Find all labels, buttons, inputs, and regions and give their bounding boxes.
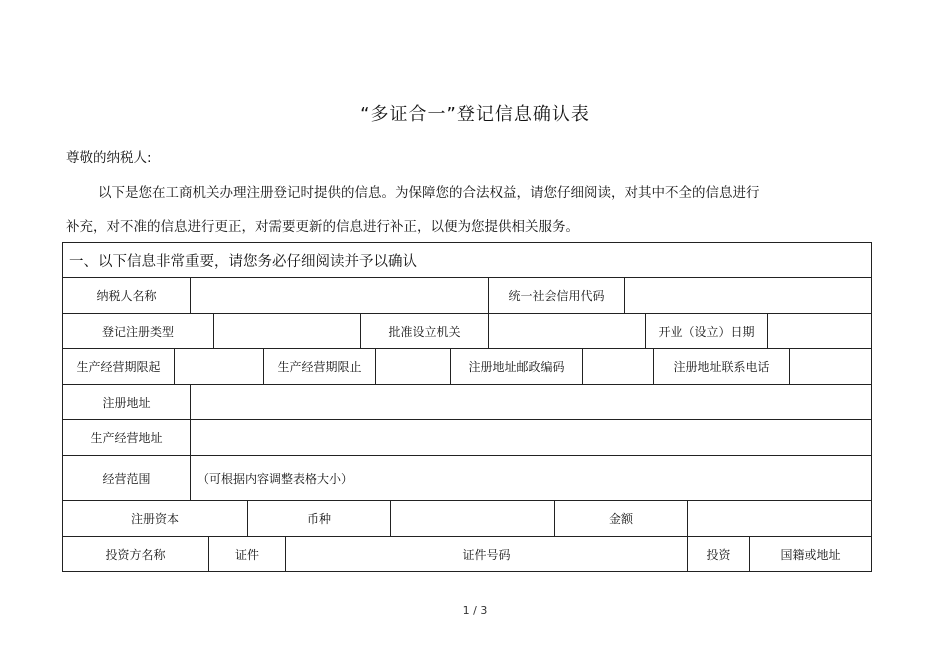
opening-date-field[interactable]: [768, 314, 871, 349]
credit-code-label: 统一社会信用代码: [489, 278, 625, 314]
business-scope-label: 经营范围: [63, 456, 191, 501]
amount-label: 金额: [555, 501, 688, 537]
taxpayer-name-field[interactable]: [191, 278, 489, 314]
postal-code-label: 注册地址邮政编码: [451, 349, 583, 385]
approval-authority-field[interactable]: [489, 314, 646, 349]
nationality-label: 国籍或地址: [780, 547, 841, 562]
confirmation-form-table: [62, 242, 872, 572]
approval-authority-label: 批准设立机关: [361, 314, 489, 349]
postal-code-field[interactable]: [583, 349, 654, 385]
investment-label: 投资: [688, 537, 750, 571]
registered-address-label: 注册地址: [63, 385, 191, 420]
intro-paragraph-line2: 补充，对不准的信息进行更正，对需要更新的信息进行补正，以便为您提供相关服务。: [66, 219, 579, 235]
intro-paragraph-line1: 以下是您在工商机关办理注册登记时提供的信息。为保障您的合法权益，请您仔细阅读，对其中不全的信息进行: [98, 185, 760, 201]
phone-label: 注册地址联系电话: [654, 349, 790, 385]
certificate-number-label: 证件号码: [286, 537, 688, 571]
registration-type-field[interactable]: [214, 314, 361, 349]
business-scope-field[interactable]: （可根据内容调整表格大小）: [191, 456, 871, 501]
business-address-field[interactable]: [191, 420, 871, 456]
investor-name-label: 投资方名称: [63, 537, 209, 571]
business-address-label: 生产经营地址: [63, 420, 191, 456]
page-number: 1 / 3: [462, 604, 488, 617]
period-end-label: 生产经营期限止: [264, 349, 376, 385]
certificate-label: 证件: [209, 537, 286, 571]
registered-capital-label: 注册资本: [63, 501, 248, 537]
currency-label: 币种: [248, 501, 391, 537]
currency-field[interactable]: [391, 501, 555, 537]
opening-date-label: 开业（设立）日期: [646, 314, 768, 349]
section-heading: 一、以下信息非常重要，请您务必仔细阅读并予以确认: [63, 243, 871, 278]
taxpayer-name-label: 纳税人名称: [63, 278, 191, 314]
greeting: 尊敬的纳税人:: [66, 150, 152, 166]
registration-type-label: 登记注册类型: [63, 314, 214, 349]
registered-address-field[interactable]: [191, 385, 871, 420]
credit-code-field[interactable]: [625, 278, 871, 314]
period-start-label: 生产经营期限起: [63, 349, 175, 385]
period-end-field[interactable]: [376, 349, 451, 385]
phone-field[interactable]: [790, 349, 871, 385]
period-start-field[interactable]: [175, 349, 264, 385]
document-title: “多证合一”登记信息确认表: [360, 104, 590, 125]
amount-field[interactable]: [688, 501, 871, 537]
